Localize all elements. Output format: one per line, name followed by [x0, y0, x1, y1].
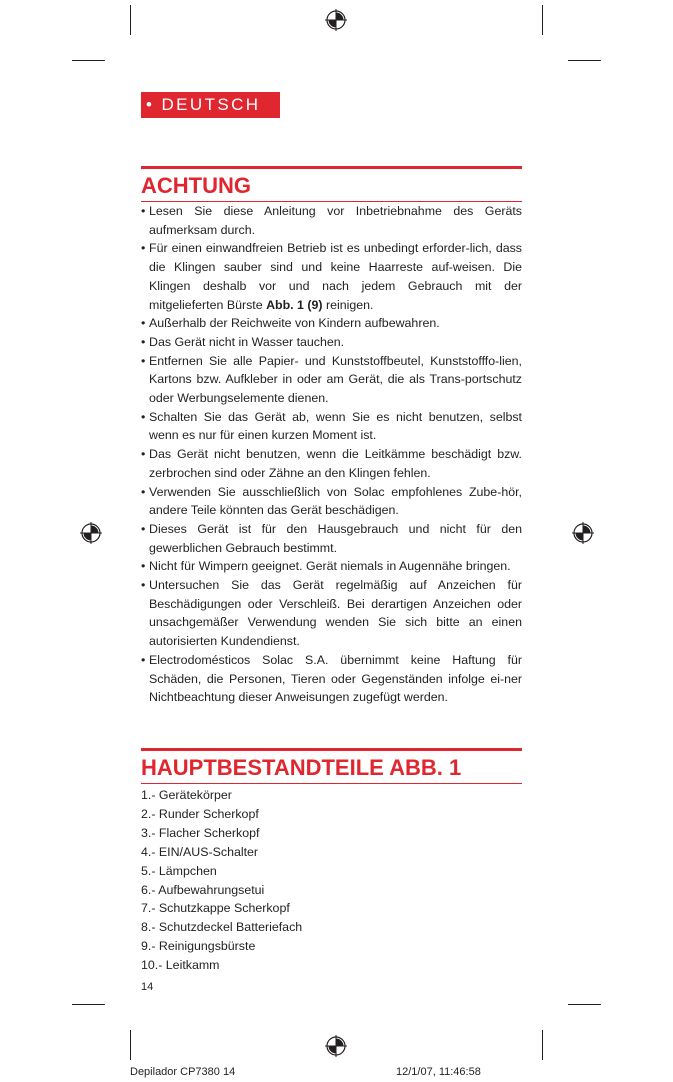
components-section-header — [141, 748, 522, 784]
crop-mark — [568, 1004, 601, 1005]
warning-item: • Entfernen Sie alle Papier- und Kunststoffbeutel, Kunststofffo-lien, Kartons bzw. Aufkleber in oder am Gerät, die als Trans-portschutz oder Werbungselemente dienen. — [141, 352, 522, 408]
crop-mark — [542, 5, 543, 35]
component-item: 2.- Runder Scherkopf — [141, 806, 259, 821]
component-item: 5.- Lämpchen — [141, 863, 217, 878]
registration-mark-icon — [572, 522, 594, 544]
components-title: HAUPTBESTANDTEILE ABB. 1 — [141, 755, 462, 780]
crop-mark — [568, 60, 601, 61]
warning-item: • Das Gerät nicht in Wasser tauchen. — [141, 333, 522, 352]
component-item: 6.- Aufbewahrungsetui — [141, 882, 265, 897]
footer-file-label: Depilador CP7380 14 — [130, 1066, 236, 1078]
warning-item: • Dieses Gerät ist für den Hausgebrauch und nicht für den gewerblichen Gebrauch bestimmt. — [141, 520, 522, 557]
component-item: 7.- Schutzkappe Scherkopf — [141, 901, 290, 916]
section-top-bar — [141, 748, 522, 751]
component-item: 9.- Reinigungsbürste — [141, 939, 256, 954]
warning-item: • Nicht für Wimpern geeignet. Gerät niemals in Augennähe bringen. — [141, 557, 522, 576]
crop-mark — [130, 5, 131, 35]
language-tag: • DEUTSCH — [141, 92, 280, 118]
component-item: 3.- Flacher Scherkopf — [141, 825, 260, 840]
crop-mark — [72, 60, 105, 61]
registration-mark-icon — [325, 1035, 347, 1057]
section-underline — [141, 783, 522, 784]
warning-title: ACHTUNG — [141, 173, 251, 198]
warning-item: • Electrodomésticos Solac S.A. übernimmt keine Haftung für Schäden, die Personen, Tieren oder Gegenständen infolge ei-ner Nichtbeachtung dieser Anweisungen zugefügt werden. — [141, 651, 522, 707]
component-item: 8.- Schutzdeckel Batteriefach — [141, 920, 303, 935]
warning-item: • Lesen Sie diese Anleitung vor Inbetriebnahme des Geräts aufmerksam durch. — [141, 202, 522, 239]
crop-mark — [72, 1004, 105, 1005]
registration-mark-icon — [80, 522, 102, 544]
warning-item: • Schalten Sie das Gerät ab, wenn Sie es nicht benutzen, selbst wenn es nur für einen kurzen Moment ist. — [141, 408, 522, 445]
page-number: 14 — [141, 981, 154, 993]
registration-mark-icon — [325, 9, 347, 31]
component-item: 1.- Gerätekörper — [141, 788, 232, 802]
footer-timestamp: 12/1/07, 11:46:58 — [396, 1066, 481, 1078]
components-list — [141, 786, 302, 975]
warning-item: • Für einen einwandfreien Betrieb ist es unbedingt erforder-lich, dass die Klingen sauber sind und keine Haarreste auf-weisen. Die Klingen deshalb vor und nach jedem Gebrauch mit der mitgelieferten Bürste Abb. 1 (9) reinigen. — [141, 239, 522, 314]
warning-item: • Das Gerät nicht benutzen, wenn die Leitkämme beschädigt bzw. zerbrochen sind oder Zähne an den Klingen fehlen. — [141, 445, 522, 482]
warning-list — [141, 202, 522, 707]
warning-item: • Außerhalb der Reichweite von Kindern aufbewahren. — [141, 314, 522, 333]
crop-mark — [130, 1030, 131, 1060]
section-top-bar — [141, 166, 522, 169]
warning-item: • Verwenden Sie ausschließlich von Solac empfohlenes Zube-hör, andere Teile könnten das Gerät beschädigen. — [141, 483, 522, 520]
figure-reference: Abb. 1 (9) — [266, 297, 323, 312]
component-item: 10.- Leitkamm — [141, 958, 220, 973]
crop-mark — [542, 1030, 543, 1060]
component-item: 4.- EIN/AUS-Schalter — [141, 844, 259, 859]
warning-item: • Untersuchen Sie das Gerät regelmäßig auf Anzeichen für Beschädigungen oder Verschleiß. Bei derartigen Anzeichen oder unsachgemäßer Verwendung wenden Sie sich bitte an einen autorisierten Kundendienst. — [141, 576, 522, 651]
warning-section-header — [141, 166, 522, 202]
